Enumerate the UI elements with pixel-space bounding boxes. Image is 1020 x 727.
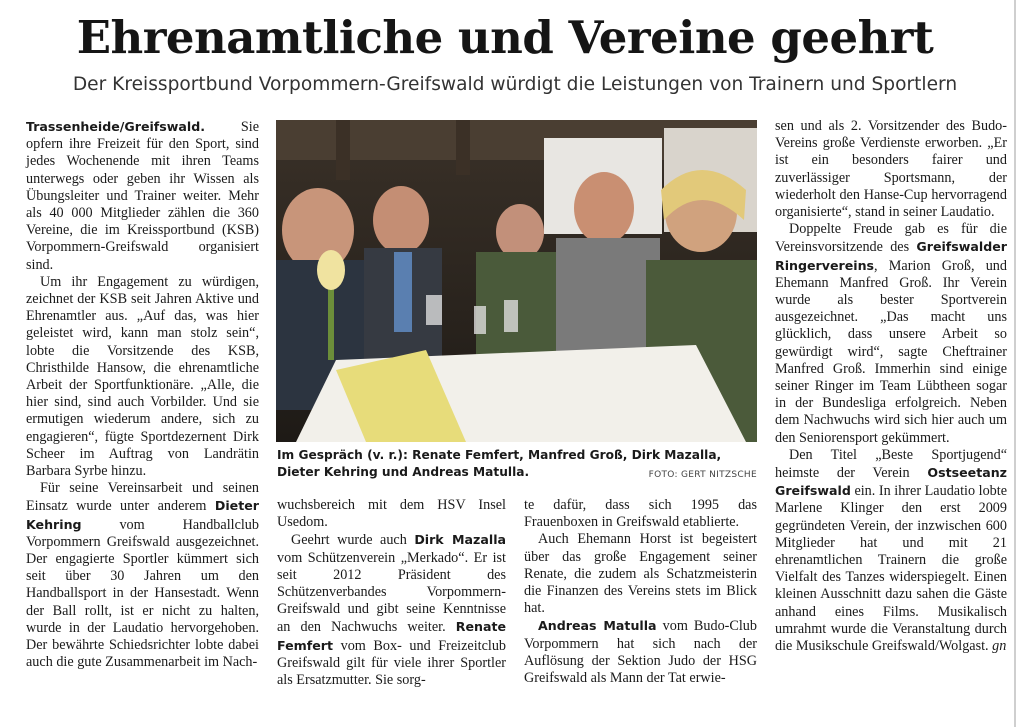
paragraph — [775, 447, 1007, 655]
paragraph-text: Für seine Vereinsarbeit und seinen Einsatz wurde unter anderem — [26, 480, 259, 515]
paragraph-text: Doppelte Freude gab es für die Vereinsvorsitzende des — [775, 221, 1007, 256]
paragraph — [26, 118, 259, 274]
article-column-1 — [26, 118, 259, 672]
paragraph: Um ihr Engagement zu würdigen, zeichnet der KSB seit Jahren Aktive und Ehrenamtler aus. „Auf das, was hier geleistet wird, kann man stolz sein“, lobte die Vorsitzende des KSB, Christhilde Hansow, die ehrenamtliche Arbeit der Sportfunktionäre. „Alle, die hier sind, sind auch Vorbilder. Und sie ermutigen wiederum andere, sich zu engagieren“, fügte Sportdezernent Dirk Scheer im Auftrag von Landrätin Barbara Syrbe hinzu. — [26, 273, 259, 480]
honoree-name: Ostseetanz Greifswald — [775, 465, 1008, 499]
honoree-name: Andreas Matulla — [538, 618, 657, 634]
article-column-4 — [775, 118, 1007, 655]
honoree-name: Renate Femfert — [277, 619, 507, 653]
paragraph-text: vom Handballclub Vorpommern Greifswald ausgezeichnet. Der engagierte Sportler kümmert sich seit über 30 Jahren um den Handballsport in der Hansestadt. Wenn der Ball rollt, ist er nicht zu halten, wurde in der Laudatio hervorgehoben. Der bewährte Schiedsrichter lobte dabei auch die gute Zusammenarbeit im Nach- — [26, 516, 259, 671]
photo-illustration — [276, 120, 757, 442]
article-column-3 — [524, 497, 757, 687]
author-initials: gn — [992, 638, 1007, 655]
paragraph-text: vom Box- und Freizeitclub Greifswald gilt für viele ihrer Sportler als Ersatzmutter. Sie sorg- — [277, 637, 507, 689]
article-column-2 — [277, 497, 506, 689]
column-rule — [1014, 0, 1016, 727]
photo-caption — [277, 447, 757, 484]
paragraph-text: vom Schützenverein „Merkado“. Er ist seit 2012 Präsident des Schützenverbandes Vorpommern-Greifswald und gibt seine Kenntnisse an den Nachwuchs weiter. — [277, 549, 506, 636]
paragraph — [26, 480, 259, 671]
paragraph-text: Geehrt wurde auch — [291, 532, 407, 549]
caption-text: Im Gespräch (v. r.): Renate Femfert, Manfred Groß, Dirk Mazalla, Dieter Kehring und Andreas Matulla. — [277, 448, 722, 479]
paragraph: te dafür, dass sich 1995 das Frauenboxen in Greifswald etablierte. — [524, 497, 757, 531]
paragraph — [524, 617, 757, 687]
photo-credit: FOTO: GERT NITZSCHE — [648, 470, 757, 480]
subheadline: Der Kreissportbund Vorpommern-Greifswald würdigt die Leistungen von Trainern und Sportlern — [72, 74, 958, 95]
paragraph — [775, 221, 1007, 447]
paragraph-text: vom Budo-Club Vorpommern hat sich nach der Auflösung der Sektion Judo der HSG Greifswald als Mann der Tat erwie- — [524, 618, 757, 687]
paragraph-text: , Marion Groß, und Ehemann Manfred Groß. Ihr Verein wurde als bester Sportverein ausgezeichnet. „Das macht uns glücklich, dass unsere Arbeit so gewürdigt wird“, sagte Cheftrainer Manfred Groß. Immerhin sind einige seiner Ringer im Team Lübtheen sogar in der Bundesliga erfolgreich. Neben dem Nachwuchs wird sich hier auch um den Seniorensport gekümmert. — [775, 257, 1007, 446]
paragraph-text: ein. In ihrer Laudatio lobte Marlene Klinger den erst 2009 gegründeten Verein, der inzwischen 600 Mitglieder hat und mit 21 ehrenamtlichen Trainern die große Vielfalt des Tanzes widerspiegelt. Einen kleinen Ausschnitt dazu sahen die Gäste anhand eines Films. Musikalisch umrahmt wurde die Veranstaltung durch die Musikschule Greifswald/Wolgast. — [775, 483, 1007, 655]
headline: Ehrenamtliche und Vereine geehrt — [76, 11, 934, 64]
paragraph: sen und als 2. Vorsitzender des Budo-Vereins große Verdienste erworben. „Er ist ein besonders fairer und zuverlässiger Sportsmann, der wiederholt den Hanse-Cup hervorragend organisierte“, stand in seiner Laudatio. — [775, 118, 1007, 221]
paragraph-text: Den Titel „Beste Sportjugend“ heimste der Verein — [775, 446, 1007, 482]
paragraph — [277, 531, 506, 689]
paragraph-text: Sie opfern ihre Freizeit für den Sport, sind jedes Wochenende mit ihren Teams unterwegs oder geben ihr Wissen als Übungsleiter und Trainer weiter. Mehr als 40 000 Mitglieder zählen die 360 Vereine, die im Kreissportbund (KSB) Vorpommern-Greifswald organisiert sind. — [26, 119, 259, 273]
honoree-name: Dirk Mazalla — [414, 532, 507, 548]
paragraph: Auch Ehemann Horst ist begeistert über das große Engagement seiner Renate, die zudem als Schatzmeisterin die Finanzen des Vereins stets im Blick hat. — [524, 531, 757, 617]
dateline: Trassenheide/Greifswald. — [26, 119, 206, 134]
paragraph: wuchsbereich mit dem HSV Insel Usedom. — [277, 497, 506, 531]
article-photo — [276, 120, 757, 442]
honoree-name: Greifswalder Ringervereins — [775, 239, 1007, 273]
honoree-name: Dieter Kehring — [26, 498, 259, 532]
